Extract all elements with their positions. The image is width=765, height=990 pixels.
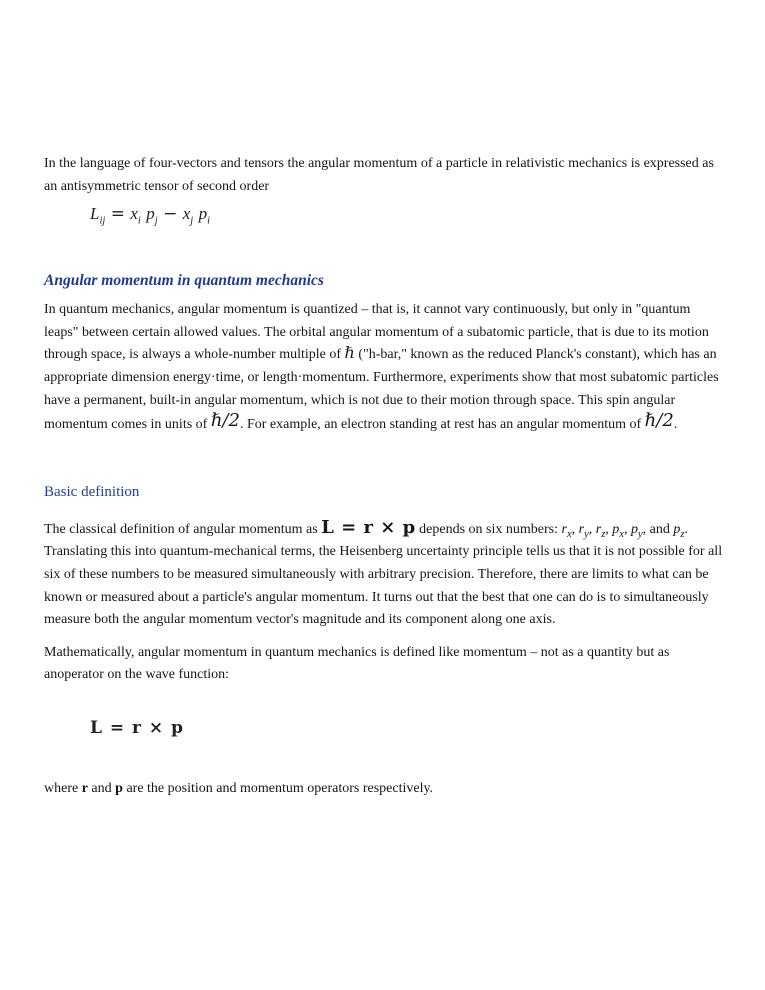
math-variable-base: p [198,204,208,224]
math-subscripted-variable [130,204,141,227]
math-variable-subscript: x [619,528,624,540]
text-run: , and [642,521,674,537]
math-variable-subscript: j [154,215,158,227]
math-variable-subscript: z [680,528,685,540]
bold-operator-symbol: p [115,780,123,796]
text-run: . Translating this into quantum-mechanical terms, the Heisenberg uncertainty principle tells us that it is not possible for all six of these numbers to be measured simultaneously with arbitrary precision. Therefore, there are limits to what can be known or measured about a particle's angular momentum. It turns out that the best that one can do is to simultaneously measure both the angular momentum vector's magnitude and its component along one axis. [44,521,723,628]
math-variable-base: p [630,521,638,537]
math-subscripted-variable [612,521,624,540]
text-run: − [157,204,183,225]
para-operators-note [44,778,728,801]
text-run: , [571,521,579,537]
text-run: In the language of four-vectors and tensors the angular momentum of a particle in relativistic mechanics is expressed as an antisymmetric tensor of second order [44,156,714,194]
math-subscripted-variable [673,521,685,540]
math-variable-subscript: y [584,528,589,540]
text-run: Mathematically, angular momentum in quantum mechanics is defined like momentum – not as a quantity but as anoperator on the wave function: [44,644,670,683]
math-variable-subscript: ij [99,215,106,227]
math-variable-base: p [673,521,681,537]
heading-basic-definition: Basic definition [44,483,140,500]
hbar-over-2-symbol: ℏ/2 [644,410,674,432]
text-run: . [673,417,678,433]
text-run: where [44,780,82,796]
text-run: . For example, an electron standing at rest has an angular momentum of [239,417,645,433]
para-operator-definition [44,642,728,687]
text-run: , [605,521,613,537]
math-variable-base: L [90,204,100,224]
math-variable-subscript: y [637,528,643,540]
para-relativistic-tensor [44,153,728,198]
math-variable-base: r [561,521,567,537]
text-run: depends on six numbers: [415,521,562,537]
math-subscripted-variable [146,204,158,227]
math-subscripted-variable [561,521,572,540]
text-run: are the position and momentum operators respectively. [122,780,434,796]
text-run: , [588,521,596,537]
formula-antisymmetric-tensor [90,201,729,227]
hbar-over-2-symbol: ℏ/2 [210,410,240,432]
math-variable-base: p [612,521,620,537]
math-variable-base: r [595,521,602,537]
heading-angular-momentum-quantum-mechanics: Angular momentum in quantum mechanics [44,272,324,290]
hbar-symbol: ℏ [344,343,355,363]
math-subscripted-variable [90,204,106,227]
math-variable-base: x [182,204,191,224]
text-run: , [623,521,631,537]
math-variable-subscript: i [137,215,141,227]
text-run: L = r × p [90,717,184,738]
math-variable-subscript: j [190,215,194,227]
math-subscripted-variable [182,204,194,227]
text-run: In quantum mechanics, angular momentum is quantized – that is, it cannot vary continuously, but only in "quantum leaps" between certain allowed values. The orbital angular momentum of a subatomic particle, that is due to its motion through space, is always a whole-number multiple of [44,302,709,363]
math-variable-subscript: z [601,528,606,540]
text-run: and [87,780,116,796]
math-variable-subscript: i [207,215,211,227]
math-subscripted-variable [630,521,643,540]
text-run: The classical definition of angular momentum as [44,521,322,537]
math-subscripted-variable [578,521,589,540]
text-run: = [105,204,131,225]
math-subscripted-variable [198,204,211,227]
text-run: ("h-bar," known as the reduced Planck's constant), which has an appropriate dimension energy·time, or length·momentum. Furthermore, experiments show that most subatomic particles have a permanent, built-in angular momentum, which is not due to their motion through space. This spin angular momentum comes in units of [44,347,719,433]
math-variable-base: p [146,204,155,224]
math-variable-subscript: x [566,528,572,540]
para-quantization [44,299,728,437]
inline-formula-l-r-p: L = r × p [321,516,416,538]
para-classical-definition [44,516,728,632]
math-variable-base: r [578,521,585,537]
bold-operator-symbol: r [81,780,88,796]
math-subscripted-variable [595,521,606,540]
formula-L-r-cross-p [90,716,729,740]
math-variable-base: x [130,204,138,224]
